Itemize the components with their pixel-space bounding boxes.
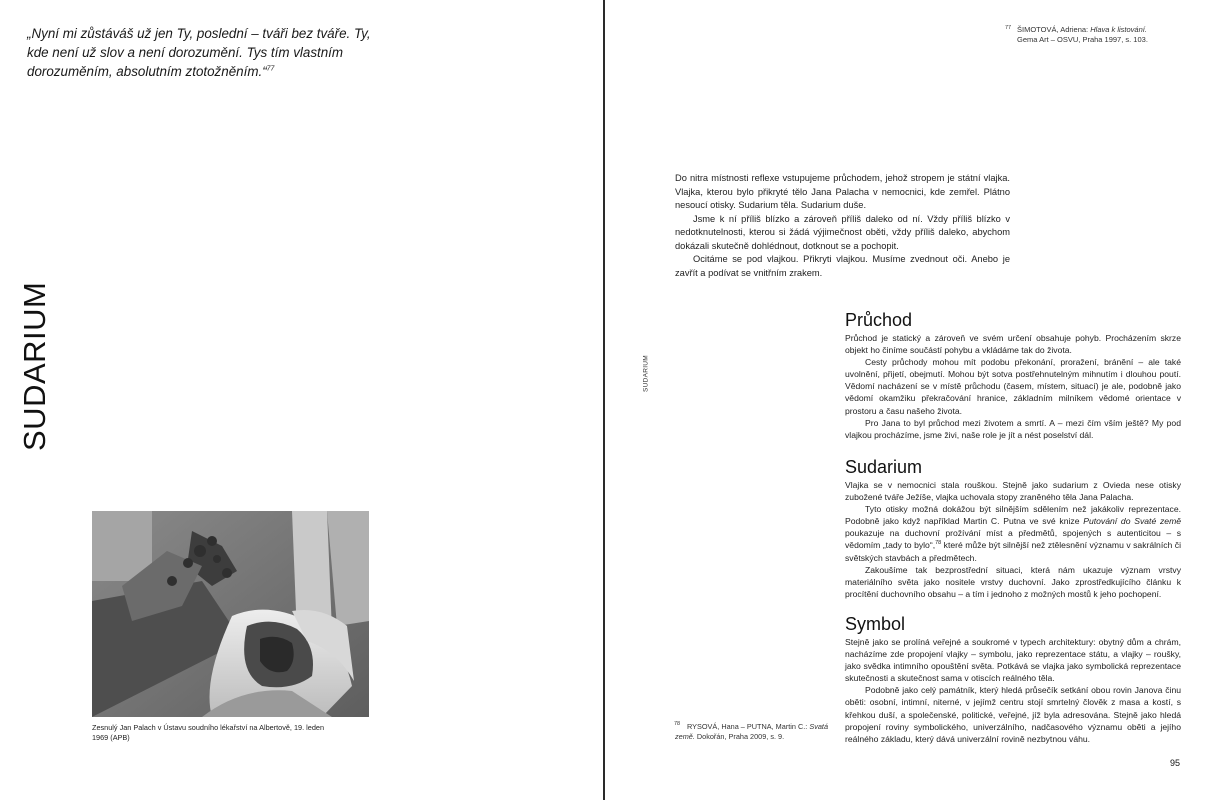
paragraph-text: poukazuje na duchovní prožívání míst a předmětů, spojených s autenticitou – s vědomím „tady to bylo“, — [845, 528, 1181, 551]
photo-caption: Zesnulý Jan Palach v Ústavu soudního lékařství na Albertově, 19. leden 1969 (APB) — [92, 723, 325, 742]
left-page — [0, 0, 603, 800]
footnote-publisher: Gema Art – OSVU, Praha 1997, s. 103. — [1017, 35, 1148, 44]
footnote-text — [675, 722, 845, 742]
footnote-authors: RYSOVÁ, Hana – PUTNA, Martin C.: — [687, 722, 810, 731]
intro-paragraph: Ocitáme se pod vlajkou. Přikryti vlajkou. Musíme zvednout oči. Anebo je zavřít a podívat se vnitřním zrakem. — [675, 254, 1010, 278]
footnote-publisher: Dokořán, Praha 2009, s. 9. — [694, 732, 785, 741]
footnote-ref-78[interactable]: 78 — [935, 540, 942, 547]
section-heading: Symbol — [845, 614, 906, 634]
page-number: 95 — [1170, 758, 1181, 768]
section-paragraph: Stejně jako se prolíná veřejné a soukromé v typech architektury: obytný dům a chrám, nacházíme zde propojení vlajky – symbolu, jako reprezentace státu, a vlajky – roušky, jako svědka intimního opouštění světa. Potkává se vlajka jako symbolická reprezentace skutečnosti a skutečnost sama v otiscích reálného těla. — [845, 637, 1181, 684]
running-header: SUDARIUM — [642, 354, 650, 393]
paragraph-text: Tyto otisky možná dokážou být silnějším sdělením než jakákoliv reprezentace. Podobně jako když například Martin C. Putna ve své knize — [845, 504, 1181, 527]
right-page — [605, 0, 1207, 800]
paragraph-text: které může být silnější než ztělesnění významu v sakrálních či světských stavbách a předmětech. — [845, 540, 1181, 563]
photo-jan-palach — [92, 511, 369, 717]
section-paragraph: Zakoušíme tak bezprostřední situaci, která nám ukazuje význam vrstvy materiálního světa jako nositele vrstvy duchovní. Jako zprostředkujícího článku k procítění duchovního obsahu – a tím i jednoho z možných mostů k jeho pochopení. — [845, 564, 1181, 599]
section-paragraph: Vlajka se v nemocnici stala rouškou. Stejně jako sudarium z Ovieda nese otisky zubožené tváře Ježíše, vlajka uchovala stopy zraněného těla Jana Palacha. — [845, 480, 1181, 503]
chapter-title: SUDARIUM — [17, 281, 52, 451]
footnote-number: 77 — [1005, 25, 1012, 31]
footnote-78 — [675, 722, 845, 742]
footnote-title: Hlava k listování. — [1090, 25, 1147, 34]
section-symbol — [845, 614, 1181, 745]
footnote-ref-77[interactable]: 77 — [266, 65, 275, 73]
section-sudarium — [845, 457, 1181, 600]
footnote-title: Svatá země. — [675, 722, 829, 741]
book-title: Putování do Svaté země — [1083, 516, 1182, 527]
intro-paragraph: Jsme k ní příliš blízko a zároveň příliš daleko od ní. Vždy příliš blízko v nedotknutelnosti, kterou si žádá výjimečnost oběti, vždy příliš daleko, abychom dokázali skutečně dohlédnout, dotknout se a pochopit. — [675, 213, 1010, 251]
intro-paragraph: Do nitra místnosti reflexe vstupujeme průchodem, jehož stropem je státní vlajka. Vlajka, kterou bylo přikryté tělo Jana Palacha v nemocnici, kde zemřel. Plátno nesoucí otisky. Sudarium těla. Sudarium duše. — [675, 173, 1010, 210]
footnote-author: ŠIMOTOVÁ, Adriena: — [1017, 25, 1091, 34]
section-paragraph: Průchod je statický a zároveň ve svém určení obsahuje pohyb. Procházením skrze objekt ho činíme součástí pohybu a vkládáme tak do života. — [845, 333, 1181, 356]
footnote-number: 78 — [674, 721, 681, 727]
section-paragraph: Cesty průchody mohou mít podobu překonání, proražení, bránění – ale také uvolnění, přijetí, obejmutí. Mohou být sotva postřehnutelným mihnutím i dlouhou poutí. Vědomí nacházení se v místě průchodu (časem, místem, situací) je ale, podobně jako vědomí okamžiku překračování hranice, základním milníkem vědomé orientace v prostoru a času našeho života. — [845, 357, 1181, 416]
footnote-77 — [1005, 25, 1187, 45]
intro-text — [675, 172, 1010, 280]
section-paragraph — [845, 503, 1181, 563]
section-paragraph: Podobně jako celý památník, který hledá průsečík setkání obou rovin Janova činu oběti: osobní, intimní, niterné, v jejímž centru stojí smrtelný člověk z masa a kostí, s křehkou duší, a společenské, politické, veřejné, jíž byla adresována. Stejně jako hledá propojení roviny symbolického, univerzálního, nadčasového významu oběti a jejího reálného základu, který dává univerzální rovině nezbytnou váhu. — [845, 685, 1181, 744]
epigraph-quote — [27, 24, 387, 81]
section-heading: Sudarium — [845, 457, 923, 477]
section-pruchod — [845, 310, 1181, 441]
section-heading: Průchod — [845, 310, 913, 330]
section-paragraph: Pro Jana to byl průchod mezi životem a smrtí. A – mezi čím vším ještě? My pod vlajkou procházíme, jsme živi, naše role je jít a nést poselství dál. — [845, 417, 1181, 440]
epigraph-text: „Nyní mi zůstáváš už jen Ty, poslední – tváři bez tváře. Ty, kde není už slov a není dorozumění. Tys tím vlastním dorozuměním, absolutním ztotožněním.“ — [27, 26, 371, 79]
